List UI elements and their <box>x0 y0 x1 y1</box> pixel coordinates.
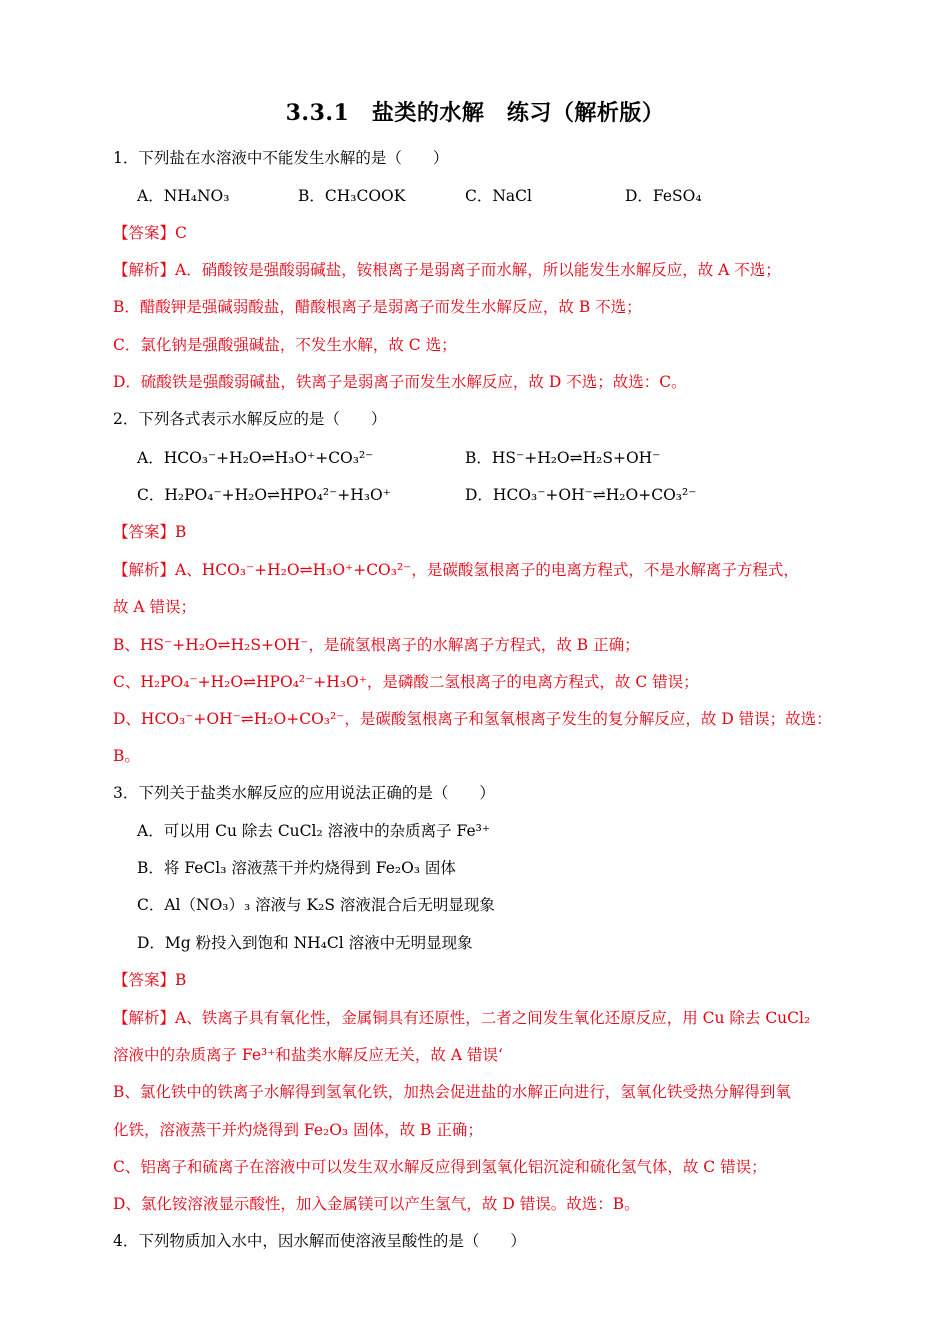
q1-explanation-c: C．氯化钠是强酸强碱盐，不发生水解，故 C 选； <box>113 336 457 354</box>
q2-explanation-a: 【解析】A、HCO₃⁻+H₂O⇌H₃O⁺+CO₃²⁻，是碳酸氢根离子的电离方程式，不是水解离子方程式， <box>113 561 799 579</box>
page-title: 3.3.1 盐类的水解 练习（解析版） <box>285 100 665 126</box>
q2-option-a: A．HCO₃⁻+H₂O⇌H₃O⁺+CO₃²⁻ <box>137 449 374 467</box>
q3-stem: 3．下列关于盐类水解反应的应用说法正确的是（ ） <box>113 784 495 802</box>
q1-stem: 1．下列盐在水溶液中不能发生水解的是（ ） <box>113 149 449 167</box>
q1-option-c: C．NaCl <box>465 187 532 205</box>
q2-explanation-b: B、HS⁻+H₂O⇌H₂S+OH⁻，是硫氢根离子的水解离子方程式，故 B 正确； <box>113 636 640 654</box>
q2-stem: 2．下列各式表示水解反应的是（ ） <box>113 410 387 428</box>
q2-option-b: B．HS⁻+H₂O⇌H₂S+OH⁻ <box>465 449 661 467</box>
q2-explanation-d: D、HCO₃⁻+OH⁻⇌H₂O+CO₃²⁻，是碳酸氢根离子和氢氧根离子发生的复分解反应，故 D 错误；故选： <box>113 710 832 728</box>
q3-option-c: C．Al（NO₃）₃ 溶液与 K₂S 溶液混合后无明显现象 <box>137 896 495 914</box>
q2-explanation-c: C、H₂PO₄⁻+H₂O⇌HPO₄²⁻+H₃O⁺，是磷酸二氢根离子的电离方程式，故 C 错误； <box>113 673 699 691</box>
q1-option-a: A．NH₄NO₃ <box>137 187 230 205</box>
q1-explanation-a: 【解析】A．硝酸铵是强酸弱碱盐，铵根离子是弱离子而水解，所以能发生水解反应，故 A 不选； <box>113 261 781 279</box>
q2-option-d: D．HCO₃⁻+OH⁻⇌H₂O+CO₃²⁻ <box>465 486 697 504</box>
q1-option-b: B．CH₃COOK <box>298 187 406 205</box>
q3-option-a: A．可以用 Cu 除去 CuCl₂ 溶液中的杂质离子 Fe³⁺ <box>137 822 491 840</box>
q2-explanation-d-cont: B。 <box>113 747 140 765</box>
q1-answer: 【答案】C <box>113 224 187 242</box>
q3-option-b: B．将 FeCl₃ 溶液蒸干并灼烧得到 Fe₂O₃ 固体 <box>137 859 456 877</box>
q3-explanation-b: B、氯化铁中的铁离子水解得到氢氧化铁，加热会促进盐的水解正向进行，氢氧化铁受热分解得到氧 <box>113 1083 791 1101</box>
q3-explanation-c: C、铝离子和硫离子在溶液中可以发生双水解反应得到氢氧化铝沉淀和硫化氢气体，故 C 错误； <box>113 1158 767 1176</box>
q1-explanation-b: B．醋酸钾是强碱弱酸盐，醋酸根离子是弱离子而发生水解反应，故 B 不选； <box>113 298 642 316</box>
q3-explanation-a-cont: 溶液中的杂质离子 Fe³⁺和盐类水解反应无关，故 A 错误‘ <box>113 1046 503 1064</box>
q3-answer: 【答案】B <box>113 971 187 989</box>
q3-explanation-d: D、氯化铵溶液显示酸性，加入金属镁可以产生氢气，故 D 错误。故选：B。 <box>113 1195 640 1213</box>
q1-option-d: D．FeSO₄ <box>625 187 702 205</box>
q3-explanation-a: 【解析】A、铁离子具有氧化性，金属铜具有还原性，二者之间发生氧化还原反应，用 Cu 除去 CuCl₂ <box>113 1009 811 1027</box>
q4-stem: 4．下列物质加入水中，因水解而使溶液呈酸性的是（ ） <box>113 1232 526 1250</box>
q3-option-d: D．Mg 粉投入到饱和 NH₄Cl 溶液中无明显现象 <box>137 934 473 952</box>
q2-explanation-a-cont: 故 A 错误； <box>113 598 197 616</box>
q3-explanation-b-cont: 化铁，溶液蒸干并灼烧得到 Fe₂O₃ 固体，故 B 正确； <box>113 1121 483 1139</box>
q1-explanation-d: D．硫酸铁是强酸弱碱盐，铁离子是弱离子而发生水解反应，故 D 不选；故选：C。 <box>113 373 687 391</box>
q2-answer: 【答案】B <box>113 523 187 541</box>
q2-option-c: C．H₂PO₄⁻+H₂O⇌HPO₄²⁻+H₃O⁺ <box>137 486 391 504</box>
